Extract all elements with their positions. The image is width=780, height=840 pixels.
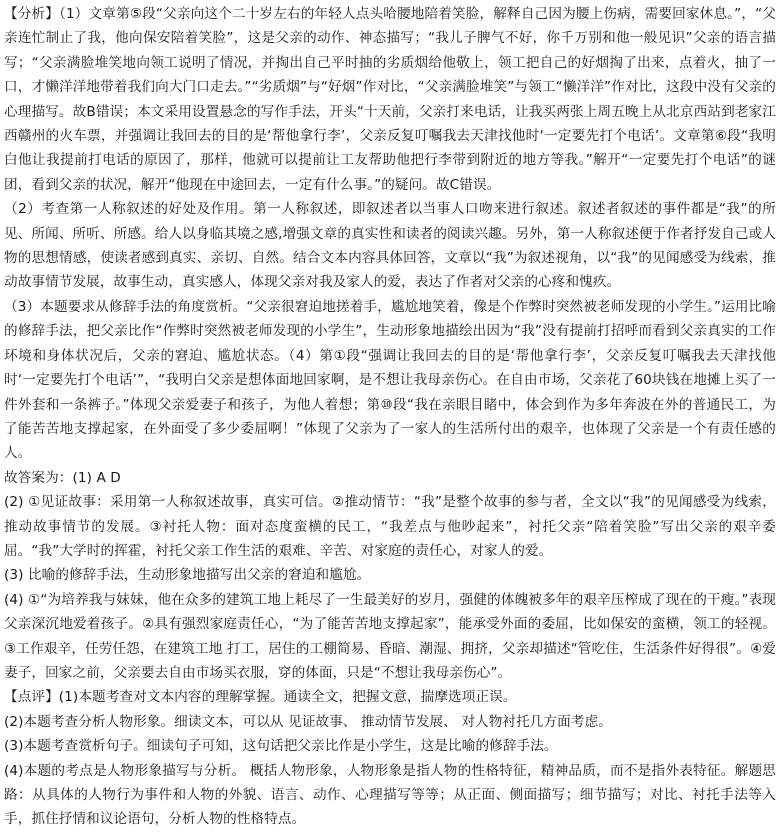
answer-3: (3) 比喻的修辞手法，生动形象地描写出父亲的窘迫和尴尬。 — [4, 567, 371, 584]
answer-1: 故答案为：(1) A D — [4, 469, 121, 486]
comment-2: (2)本题考查分析人物形象。细读文本，可以从 见证故事、 推动情节发展、 对人物衬托几方面考虑。 — [4, 713, 612, 730]
analysis-part-3-4: （3）本题要求从修辞手法的角度赏析。“父亲很窘迫地搓着手，尴尬地笑着，像是个作弊时突然被老师发现的小学生。”运用比喻的修辞手法，把父亲比作“作弊时突然被老师发现的小学生”，生动形象地描绘出因为“我”没有提前打招呼而看到父亲真实的工作环境和身体状况后，父亲的窘迫、尴尬状态。（4）第①段“强调让我回去的目的是‘帮他拿行李’，父亲反复叮嘱我去天津找他时‘一定要先打个电话’”，“我明白父亲是想体面地回家啊，是不想让我母亲伤心。在自由市场，父亲花了60块钱在地摊上买了一件外套和一条裤子。”体现父亲爱妻子和孩子，为他人着想；第⑩段“我在亲眼目睹中，体会到作为多年奔波在外的普通民工，为了能苦苦地支撑起家，在外面受了多少委屈啊！”体现了父亲为了一家人的生活所付出的艰辛，也体现了父亲是一个有责任感的人。 — [4, 298, 776, 462]
comment-3: (3)本题考查赏析句子。细读句子可知，这句话把父亲比作是小学生，这是比喻的修辞手法。 — [4, 738, 558, 755]
comment-4: (4)本题的考点是人物形象描写与分析。 概括人物形象，人物形象是指人物的性格特征，精神品质，而不是指外表特征。解题思路：从具体的人物行为事件和人物的外貌、语言、动作、心理描写等等；从正面、侧面描写；细节描写；对比、衬托手法等入手，抓住抒情和议论语句，分析人物的性格特点。 — [4, 762, 776, 828]
analysis-part-1: 【分析】（1）文章第⑤段“父亲向这个二十岁左右的年轻人点头哈腰地陪着笑脸，解释自己因为腰上伤病，需要回家休息。”，“父亲连忙制止了我，他向保安陪着笑脸”，这是父亲的动作、神态描写；“我儿子脾气不好，你千万别和他一般见识”父亲的语言描写；“父亲满脸堆笑地向领工说明了情况，并掏出自己平时抽的劣质烟给他敬上，领工把自己的好烟掏了出来，点着火，抽了一口，才懒洋洋地带着我们向大门口走去。”“劣质烟”与“好烟”作对比，“父亲满脸堆笑”与领工“懒洋洋”作对比，这段中没有父亲的心理描写。故B错误；本文采用设置悬念的写作手法，开头“十天前，父亲打来电话，让我买两张上周五晚上从北京西站到老家江西赣州的火车票，并强调让我回去的目的是‘帮他拿行李’，父亲反复叮嘱我去天津找他时‘一定要先打个电话’。文章第⑥段“我明白他让我提前打电话的原因了，那样，他就可以提前让工友帮助他把行李带到附近的地方等我。”解开“一定要先打个电话”的谜团，看到父亲的状况，解开“他现在中途回去，一定有什么事。”的疑问。故C错误。 — [4, 6, 776, 193]
answer-4: (4) ①“为培养我与妹妹，他在众多的建筑工地上耗尽了一生最美好的岁月，强健的体魄被多年的艰辛压榨成了现在的干瘦。”表现父亲深沉地爱着孩子。②具有强烈家庭责任心，“为了能苦苦地支撑起家”，能承受外面的委屈，比如保安的蛮横，领工的轻视。③工作艰辛，任劳任怨，在建筑工地 打工，居住的工棚简易、昏暗、潮湿、拥挤，父亲却描述“管吃住，生活条件好得很”。④爱妻子，回家之前，父亲要去自由市场买衣服，穿的体面，只是“不想让我母亲伤心”。 — [4, 591, 776, 681]
comment-1: 【点评】(1)本题考查对文本内容的理解掌握。通读全文，把握文意，揣摩选项正误。 — [4, 689, 517, 706]
answer-2: (2) ①见证故事：采用第一人称叙述故事，真实可信。②推动情节：“我”是整个故事的参与者，全文以“我”的见闻感受为线索，推动故事情节的发展。③衬托人物：面对态度蛮横的民工，“我差点与他吵起来”，衬托父亲“陪着笑脸”写出父亲的艰辛委屈。“我”大学时的挥霍，衬托父亲工作生活的艰难、辛苦、对家庭的责任心，对家人的爱。 — [4, 494, 776, 559]
analysis-part-2: （2）考查第一人称叙述的好处及作用。第一人称叙述，即叙述者以当事人口吻来进行叙述。叙述者叙述的事件都是“我”的所见、所闻、所听、所感。给人以身临其境之感,增强文章的真实性和读者的阅读兴趣。另外，第一人称叙述便于作者抒发自己或人物的思想情感，使读者感到真实、亲切、自然。结合文本内容具体回答，文章以“我”为叙述视角，以“我”的见闻感受为线索，推动故事情节发展，故事生动，真实感人，体现父亲对我及家人的爱，表达了作者对父亲的心疼和愧疚。 — [4, 201, 776, 291]
